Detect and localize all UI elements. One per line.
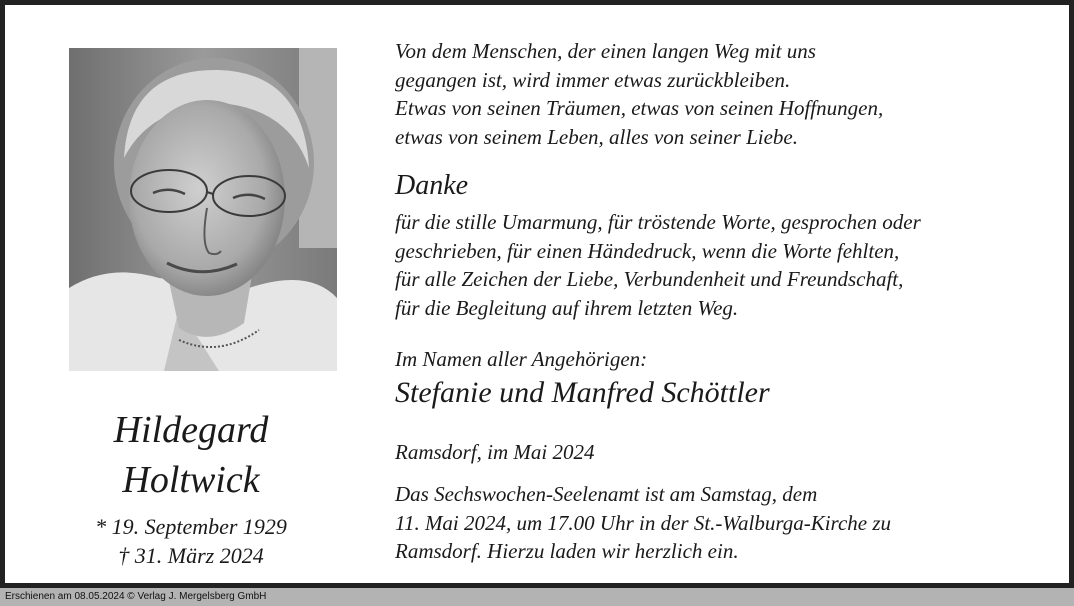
death-date: † 31. März 2024 bbox=[118, 543, 264, 568]
signature-intro: Im Namen aller Angehörigen: bbox=[395, 347, 648, 371]
thanks-line: für die stille Umarmung, für tröstende Worte, gesprochen oder bbox=[395, 210, 921, 234]
poem-line: gegangen ist, wird immer etwas zurückbleiben. bbox=[395, 68, 791, 92]
poem-line: etwas von seinem Leben, alles von seiner Liebe. bbox=[395, 125, 798, 149]
place-date: Ramsdorf, im Mai 2024 bbox=[395, 440, 595, 464]
portrait-photo bbox=[69, 48, 337, 371]
thanks-line: geschrieben, für einen Händedruck, wenn die Worte fehlten, bbox=[395, 239, 900, 263]
service-line: Ramsdorf. Hierzu laden wir herzlich ein. bbox=[395, 539, 739, 563]
poem-line: Von dem Menschen, der einen langen Weg mit uns bbox=[395, 39, 816, 63]
birth-date: * 19. September 1929 bbox=[95, 514, 287, 539]
service-line: Das Sechswochen-Seelenamt ist am Samstag, dem bbox=[395, 482, 818, 506]
deceased-first-name: Hildegard bbox=[113, 409, 269, 451]
thanks-line: für alle Zeichen der Liebe, Verbundenheit und Freundschaft, bbox=[395, 267, 904, 291]
service-line: 11. Mai 2024, um 17.00 Uhr in der St.-Walburga-Kirche zu bbox=[395, 511, 892, 535]
poem-line: Etwas von seinen Träumen, etwas von seinen Hoffnungen, bbox=[395, 96, 884, 120]
thanks-line: für die Begleitung auf ihrem letzten Weg. bbox=[395, 296, 739, 320]
signature-names: Stefanie und Manfred Schöttler bbox=[395, 376, 770, 409]
deceased-last-name: Holtwick bbox=[122, 459, 260, 501]
publication-footer: Erschienen am 08.05.2024 © Verlag J. Mergelsberg GmbH bbox=[0, 588, 1074, 606]
portrait-image bbox=[69, 48, 337, 371]
thanks-heading: Danke bbox=[395, 170, 469, 201]
